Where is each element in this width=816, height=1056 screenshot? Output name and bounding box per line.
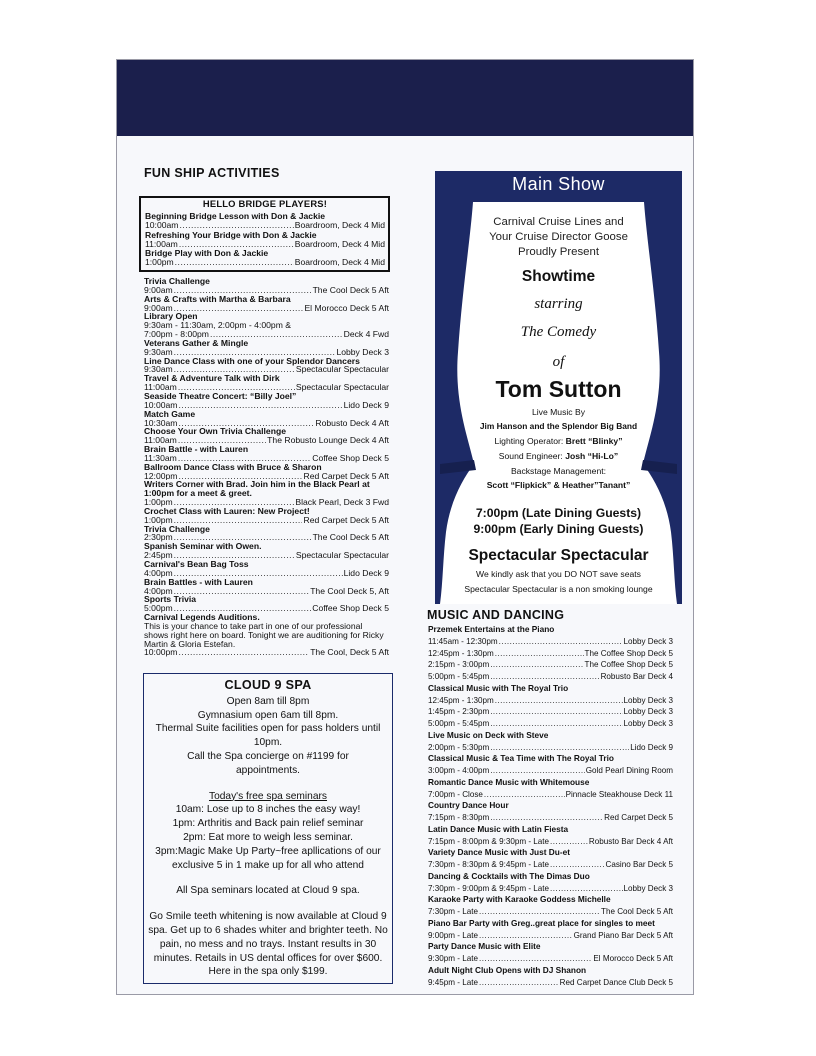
schedule-row [428, 765, 673, 777]
schedule-time: 7:00pm - 8:00pm [144, 330, 209, 339]
schedule-row [428, 742, 673, 754]
music-group-title: Romantic Dance Music with Whitemouse [428, 776, 590, 787]
schedule-time: 3:00pm - 4:00pm [428, 766, 490, 775]
activity-item [144, 613, 389, 657]
show-venue: Spectacular Spectacular [468, 547, 649, 564]
schedule-row [428, 718, 673, 730]
sound-credit [440, 451, 677, 461]
leader-dots [178, 648, 309, 657]
newsletter-page [116, 59, 694, 995]
main-show-title: Main Show [512, 174, 605, 194]
backstage-names: Scott “Flipkick” & Heather”Tanant” [486, 480, 631, 490]
schedule-location: Spectacular Spectacular [295, 365, 389, 375]
schedule-location: Lobby Deck 3 [336, 347, 389, 357]
leader-dots [178, 401, 342, 410]
schedule-location: Robusto Deck 4 Aft [315, 418, 389, 428]
schedule-row [428, 671, 673, 683]
activity-title: Seaside Theatre Concert: “Billy Joel” [144, 390, 297, 401]
activity-title: Crochet Class with Lauren: New Project! [144, 505, 310, 516]
schedule-location: Lobby Deck 3 [623, 707, 673, 717]
leader-dots [479, 953, 592, 965]
schedule-time: 10:00am [145, 221, 179, 231]
activity-item [144, 542, 389, 560]
schedule-time: 2:30pm [144, 533, 173, 543]
schedule-location: Boardroom, Deck 4 Mid [294, 239, 385, 249]
schedule-location: Casino Bar Deck 5 [605, 860, 673, 869]
schedule-location: Lido Deck 9 [630, 742, 673, 752]
leader-dots [479, 906, 600, 918]
notice-smoking: Spectacular Spectacular is a non smoking lounge [464, 584, 653, 594]
spacer [144, 872, 392, 884]
schedule-location: Lido Deck 9 [343, 400, 389, 410]
schedule-time: 11:00am [144, 436, 177, 446]
activity-title: Spanish Seminar with Owen. [144, 541, 262, 552]
schedule-time: 5:00pm - 5:45pm [428, 719, 490, 728]
leader-dots [550, 836, 588, 848]
schedule-row [428, 859, 673, 871]
music-group [428, 777, 673, 801]
curtain-right [643, 202, 677, 604]
schedule-time: 9:30pm - Late [428, 954, 478, 963]
schedule-time: 1:00pm [145, 258, 174, 268]
schedule-location: Black Pearl, Deck 3 Fwd [295, 498, 389, 507]
lighting-name: Brett “Blinky” [565, 436, 623, 446]
schedule-location: Gold Pearl Dining Room [585, 766, 673, 775]
stage-curtain-graphic [440, 202, 677, 604]
bridge-item-title: Beginning Bridge Lesson with Don & Jackie [145, 211, 326, 222]
live-music-label: Live Music By [531, 407, 585, 417]
schedule-time: 12:45pm - 1:30pm [428, 695, 494, 705]
schedule-time: 2:15pm - 3:00pm [428, 660, 490, 670]
schedule-location: The Cool Deck 5 Aft [312, 285, 389, 295]
spa-hours-4: Call the Spa concierge on #1199 for appointments. [187, 750, 349, 776]
schedule-location: Spectacular Spectacular [295, 383, 389, 392]
music-group-title: Karaoke Party with Karaoke Goddess Michelle [428, 894, 611, 905]
schedule-location: Robusto Bar Deck 4 [600, 672, 673, 681]
schedule-time: 7:30pm - Late [428, 907, 478, 916]
schedule-time: 7:15pm - 8:00pm & 9:30pm - Late [428, 836, 550, 846]
schedule-location: The Cool Deck 5 Aft [601, 907, 673, 916]
leader-dots [499, 636, 623, 648]
activity-title: Trivia Challenge [144, 276, 210, 286]
schedule-row [428, 812, 673, 824]
sound-label: Sound Engineer: [498, 451, 563, 461]
activity-item [144, 410, 389, 428]
spa-seminar-1: 10am: Lose up to 8 inches the easy way! [175, 804, 361, 816]
bridge-item-title: Bridge Play with Don & Jackie [145, 248, 269, 259]
schedule-time: 1:45pm - 2:30pm [428, 707, 490, 717]
schedule-time: 12:45pm - 1:30pm [428, 648, 494, 658]
activity-item [144, 560, 389, 578]
activity-item [144, 480, 389, 507]
schedule-location: Lido Deck 9 [343, 568, 389, 578]
activity-item [144, 374, 389, 392]
activity-item [144, 427, 389, 445]
schedule-time: 1:00pm [144, 498, 173, 507]
activity-title: Choose Your Own Trivia Challenge [144, 426, 286, 437]
activity-title: Trivia Challenge [144, 523, 210, 534]
lighting-label: Lighting Operator: [494, 436, 564, 446]
spa-location-note: All Spa seminars located at Cloud 9 spa. [176, 885, 360, 897]
schedule-time: 9:30am [144, 365, 173, 375]
schedule-location: Red Carpet Deck 5 [604, 813, 673, 822]
schedule-time: 11:00am [144, 383, 177, 392]
activity-title: Sports Trivia [144, 594, 197, 605]
spacer [144, 778, 392, 790]
leader-dots [490, 812, 603, 824]
music-group-title: Classical Music & Tea Time with The Royal Trio [428, 753, 614, 764]
show-time-late: 7:00pm (Late Dining Guests) [475, 506, 642, 520]
activity-title: Line Dance Class with one of your Splendor Dancers [144, 355, 360, 366]
schedule-location: Robusto Bar Deck 4 Aft [588, 836, 673, 846]
schedule-location: The Cool, Deck 5 Aft [310, 648, 389, 658]
spa-seminar-2: 1pm: Arthritis and Back pain relief seminar [172, 818, 364, 830]
music-group [428, 824, 673, 848]
main-show-stage [440, 202, 677, 604]
schedule-row [145, 258, 385, 267]
notice-seats: We kindly ask that you DO NOT save seats [476, 569, 641, 579]
music-group [428, 965, 673, 989]
schedule-time: 10:30am [144, 418, 178, 428]
showtime-label: Showtime [521, 268, 596, 285]
music-group [428, 894, 673, 918]
activity-title: Match Game [144, 408, 196, 419]
activity-item [144, 445, 389, 463]
comedy-label: The Comedy [520, 324, 597, 340]
show-time-early: 9:00pm (Early Dining Guests) [473, 522, 644, 536]
schedule-location: Grand Piano Bar Deck 5 Aft [573, 930, 673, 940]
schedule-location: El Morocco Deck 5 Aft [593, 954, 673, 963]
schedule-row [428, 648, 673, 660]
activity-item [144, 277, 389, 295]
schedule-time: 11:30am [144, 453, 177, 463]
starring-label: starring [534, 296, 583, 312]
schedule-time: 7:00pm - Close [428, 789, 483, 799]
activity-title: Carnival's Bean Bag Toss [144, 559, 249, 569]
schedule-time: 10:00am [144, 400, 178, 410]
main-show-panel [435, 171, 682, 604]
schedule-location: The Cool Deck 5, Aft [310, 586, 389, 596]
music-group-title: Dancing & Cocktails with The Dimas Duo [428, 870, 590, 881]
music-group [428, 730, 673, 754]
bridge-title: HELLO BRIDGE PLAYERS! [202, 198, 328, 209]
leader-dots [490, 671, 599, 683]
schedule-location: Pinnacle Steakhouse Deck 11 [565, 789, 673, 799]
activity-title: Library Open [144, 311, 198, 322]
music-group [428, 624, 673, 683]
schedule-row [428, 789, 673, 801]
schedule-row [428, 695, 673, 707]
leader-dots [175, 258, 294, 267]
schedule-time: 2:45pm [144, 551, 173, 560]
schedule-time: 10:00pm [144, 648, 178, 658]
schedule-time: 4:00pm [144, 586, 173, 596]
lighting-credit [440, 436, 677, 446]
schedule-location: The Coffee Shop Deck 5 [584, 648, 673, 658]
activity-title: Arts & Crafts with Martha & Barbara [144, 293, 291, 304]
activities-list [144, 277, 389, 657]
music-group [428, 800, 673, 824]
schedule-time: 11:45am - 12:30pm [428, 636, 498, 646]
leader-dots [490, 706, 622, 718]
music-group [428, 753, 673, 777]
schedule-location: Red Carpet Dance Club Deck 5 [559, 977, 673, 987]
schedule-time: 9:00am [144, 303, 173, 313]
header-band [117, 60, 693, 136]
schedule-row [428, 636, 673, 648]
leader-dots [484, 789, 565, 801]
schedule-time: 9:00am [144, 285, 173, 295]
schedule-time: 7:30pm - 9:00pm & 9:45pm - Late [428, 883, 550, 893]
leader-dots [495, 648, 584, 660]
schedule-row [428, 883, 673, 895]
schedule-time: 7:15pm - 8:30pm [428, 813, 490, 822]
curtain-left [440, 202, 474, 604]
spa-hours-2: Gymnasium open 6am till 8pm. [197, 709, 339, 721]
activity-title: Brain Battles - with Lauren [144, 576, 253, 587]
bridge-items [145, 212, 385, 267]
activity-title: Travel & Adventure Talk with Dirk [144, 373, 280, 384]
headliner-name: Tom Sutton [495, 376, 622, 402]
schedule-location: Coffee Shop Deck 5 [312, 604, 389, 614]
schedule-location: Lobby Deck 3 [623, 719, 673, 728]
presenter-line-3: Proudly Present [517, 246, 600, 259]
schedule-time: 12:00pm [144, 471, 178, 481]
music-group-title: Variety Dance Music with Just Du-et [428, 847, 571, 858]
activity-item [144, 507, 389, 525]
schedule-row [428, 706, 673, 718]
leader-dots [490, 742, 629, 754]
schedule-location: Lobby Deck 3 [623, 636, 673, 646]
backstage-label: Backstage Management: [510, 466, 607, 476]
schedule-time: 9:00pm - Late [428, 930, 478, 940]
music-group-title: Classical Music with The Royal Trio [428, 682, 569, 693]
music-group [428, 847, 673, 871]
fun-ship-title: FUN SHIP ACTIVITIES [144, 166, 280, 180]
activity-item [144, 339, 389, 357]
band-name: Jim Hanson and the Splendor Big Band [479, 421, 638, 431]
presenter-line-1: Carnival Cruise Lines and [493, 216, 624, 228]
spa-box [143, 673, 393, 984]
bridge-item-title: Refreshing Your Bridge with Don & Jackie [145, 229, 317, 240]
music-group-title: Piano Bar Party with Greg..great place for singles to meet [428, 917, 655, 928]
schedule-row [428, 953, 673, 965]
activity-description: This is your chance to take part in one of our professional shows right here on board. Tonight we are auditioning for Ricky Martin & Gloria Estefan. [144, 620, 384, 649]
of-label: of [552, 354, 565, 370]
schedule-location: El Morocco Deck 5 Aft [304, 303, 389, 313]
music-group [428, 918, 673, 942]
leader-dots [550, 859, 604, 871]
leader-dots [495, 695, 623, 707]
activity-title: Veterans Gather & Mingle [144, 337, 249, 348]
schedule-location: Deck 4 Fwd [343, 330, 389, 339]
music-title: MUSIC AND DANCING [427, 608, 565, 622]
leader-dots [490, 718, 622, 730]
schedule-time: 11:00am [145, 239, 178, 249]
leader-dots [490, 659, 583, 671]
activity-time-line: 9:30am - 11:30am, 2:00pm - 4:00pm & [144, 320, 291, 331]
music-group [428, 941, 673, 965]
music-group-title: Party Dance Music with Elite [428, 941, 541, 952]
bridge-box [139, 196, 390, 272]
schedule-location: The Robusto Lounge Deck 4 Aft [267, 436, 389, 446]
schedule-time: 9:45pm - Late [428, 977, 478, 987]
schedule-location: Coffee Shop Deck 5 [312, 453, 389, 463]
schedule-time: 9:30am [144, 347, 173, 357]
schedule-row [428, 977, 673, 989]
music-group [428, 871, 673, 895]
schedule-location: Lobby Deck 3 [623, 695, 673, 705]
presenter-lines [440, 215, 677, 261]
activity-item [144, 578, 389, 596]
activity-title: Writers Corner with Brad. Join him in the Black Pearl at 1:00pm for a meet & greet. [144, 479, 370, 499]
activity-item [144, 463, 389, 481]
music-group-title: Adult Night Club Opens with DJ Shanon [428, 964, 587, 975]
schedule-time: 1:00pm [144, 515, 173, 525]
music-group-title: Latin Dance Music with Latin Fiesta [428, 823, 569, 834]
activity-title: Ballroom Dance Class with Bruce & Sharon [144, 461, 322, 472]
activity-item [144, 392, 389, 410]
schedule-location: Lobby Deck 3 [623, 883, 673, 893]
activity-item [144, 312, 389, 339]
schedule-time: 5:00pm [144, 604, 173, 614]
spa-seminar-3: 2pm: Eat more to weigh less seminar. [183, 831, 353, 843]
spa-title: CLOUD 9 SPA [224, 678, 312, 692]
music-group-title: Przemek Entertains at the Piano [428, 624, 555, 634]
schedule-location: Red Carpet Deck 5 Aft [303, 515, 389, 525]
schedule-location: The Coffee Shop Deck 5 [584, 660, 673, 670]
schedule-row [428, 659, 673, 671]
spa-hours-1: Open 8am till 8pm [226, 695, 310, 707]
music-group-title: Live Music on Deck with Steve [428, 729, 549, 740]
sound-name: Josh “Hi-Lo” [565, 451, 619, 461]
schedule-location: Spectacular Spectacular [295, 551, 389, 560]
schedule-time: 4:00pm [144, 568, 173, 578]
music-group-title: Country Dance Hour [428, 800, 509, 811]
schedule-time: 2:00pm - 5:30pm [428, 742, 490, 752]
schedule-row [428, 836, 673, 848]
schedule-time: 7:30pm - 8:30pm & 9:45pm - Late [428, 860, 550, 869]
schedule-location: Boardroom, Deck 4 Mid [294, 258, 385, 268]
schedule-location: Boardroom, Deck 4 Mid [294, 221, 385, 231]
music-list [428, 624, 673, 988]
schedule-location: Red Carpet Deck 5 Aft [303, 471, 389, 481]
spa-seminar-4: 3pm:Magic Make Up Party~free apllications of our exclusive 5 in 1 make up for all who attend [155, 845, 381, 871]
schedule-location: The Cool Deck 5 Aft [312, 533, 389, 543]
schedule-time: 5:00pm - 5:45pm [428, 672, 490, 681]
spa-seminars-heading: Today's free spa seminars [208, 790, 328, 802]
spacer [144, 898, 392, 910]
leader-dots [490, 765, 585, 777]
presenter-line-2: Your Cruise Director Goose [489, 231, 628, 244]
activity-item [144, 357, 389, 375]
leader-dots [479, 977, 559, 989]
activity-item [144, 295, 389, 313]
music-group [428, 683, 673, 730]
schedule-row [144, 648, 389, 657]
activity-title: Carnival Legends Auditions. [144, 612, 260, 623]
spa-hours-3: Thermal Suite facilities open for pass holders until 10pm. [155, 723, 381, 749]
leader-dots [550, 883, 622, 895]
leader-dots [479, 930, 573, 942]
schedule-row [428, 906, 673, 918]
spa-promo: Go Smile teeth whitening is now available at Cloud 9 spa. Get up to 6 shades whiter and brighter teeth. No pain, no mess and no trays. Instant results in 30 minutes. Retails in US dental offices for over $600. Here in the spa only $199. [148, 911, 388, 978]
activity-item [144, 525, 389, 543]
activity-title: Brain Battle - with Lauren [144, 444, 249, 455]
activity-item [144, 595, 389, 613]
schedule-row [428, 930, 673, 942]
